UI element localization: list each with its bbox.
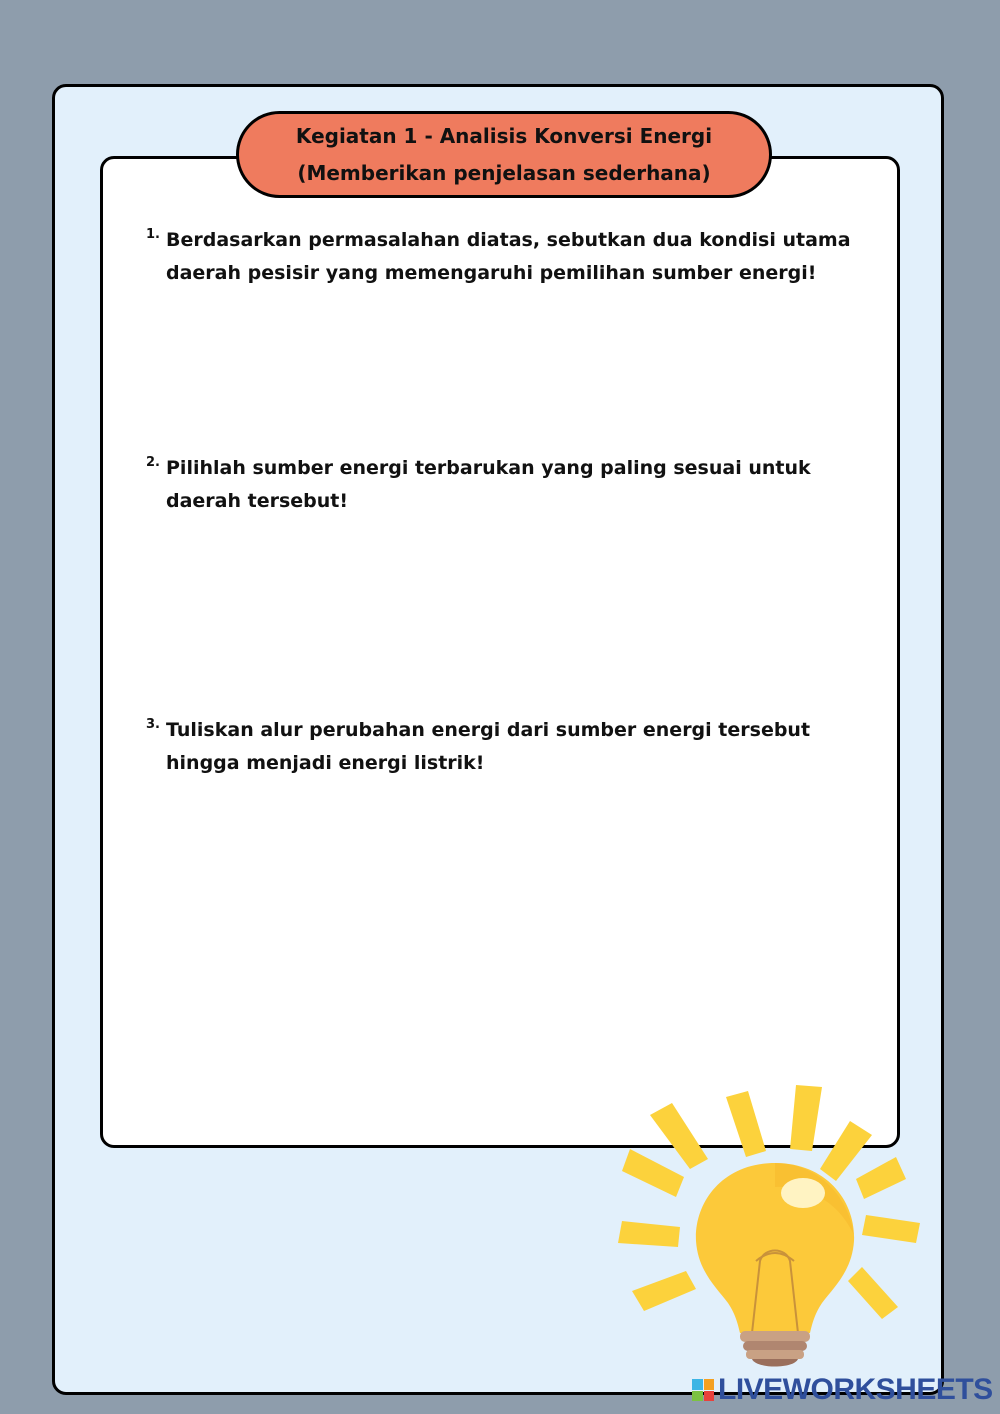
activity-subtitle: (Memberikan penjelasan sederhana) (297, 160, 711, 185)
question-number: 1. (146, 227, 160, 242)
activity-title-badge (236, 111, 772, 198)
activity-title: Kegiatan 1 - Analisis Konversi Energi (295, 123, 713, 148)
question-text-line-1: Tuliskan alur perubahan energi dari sumber energi tersebut (166, 719, 811, 741)
question-text-line-2: hingga menjadi energi listrik! (166, 752, 485, 774)
question-number: 2. (146, 455, 160, 470)
question-1 (146, 224, 866, 290)
question-text-line-1: Berdasarkan permasalahan diatas, sebutkan dua kondisi utama (166, 229, 851, 251)
question-text-line-2: daerah tersebut! (166, 490, 349, 512)
watermark (692, 1373, 993, 1407)
liveworksheets-logo-icon (692, 1379, 714, 1401)
question-number: 3. (146, 717, 160, 732)
answer-panel (100, 156, 900, 1148)
question-2 (146, 452, 866, 518)
question-3 (146, 714, 866, 780)
light-bulb-icon (600, 1075, 940, 1375)
question-text-line-1: Pilihlah sumber energi terbarukan yang paling sesuai untuk (166, 457, 811, 479)
question-text-line-2: daerah pesisir yang memengaruhi pemilihan sumber energi! (166, 262, 817, 284)
watermark-text: LIVEWORKSHEETS (718, 1373, 993, 1406)
